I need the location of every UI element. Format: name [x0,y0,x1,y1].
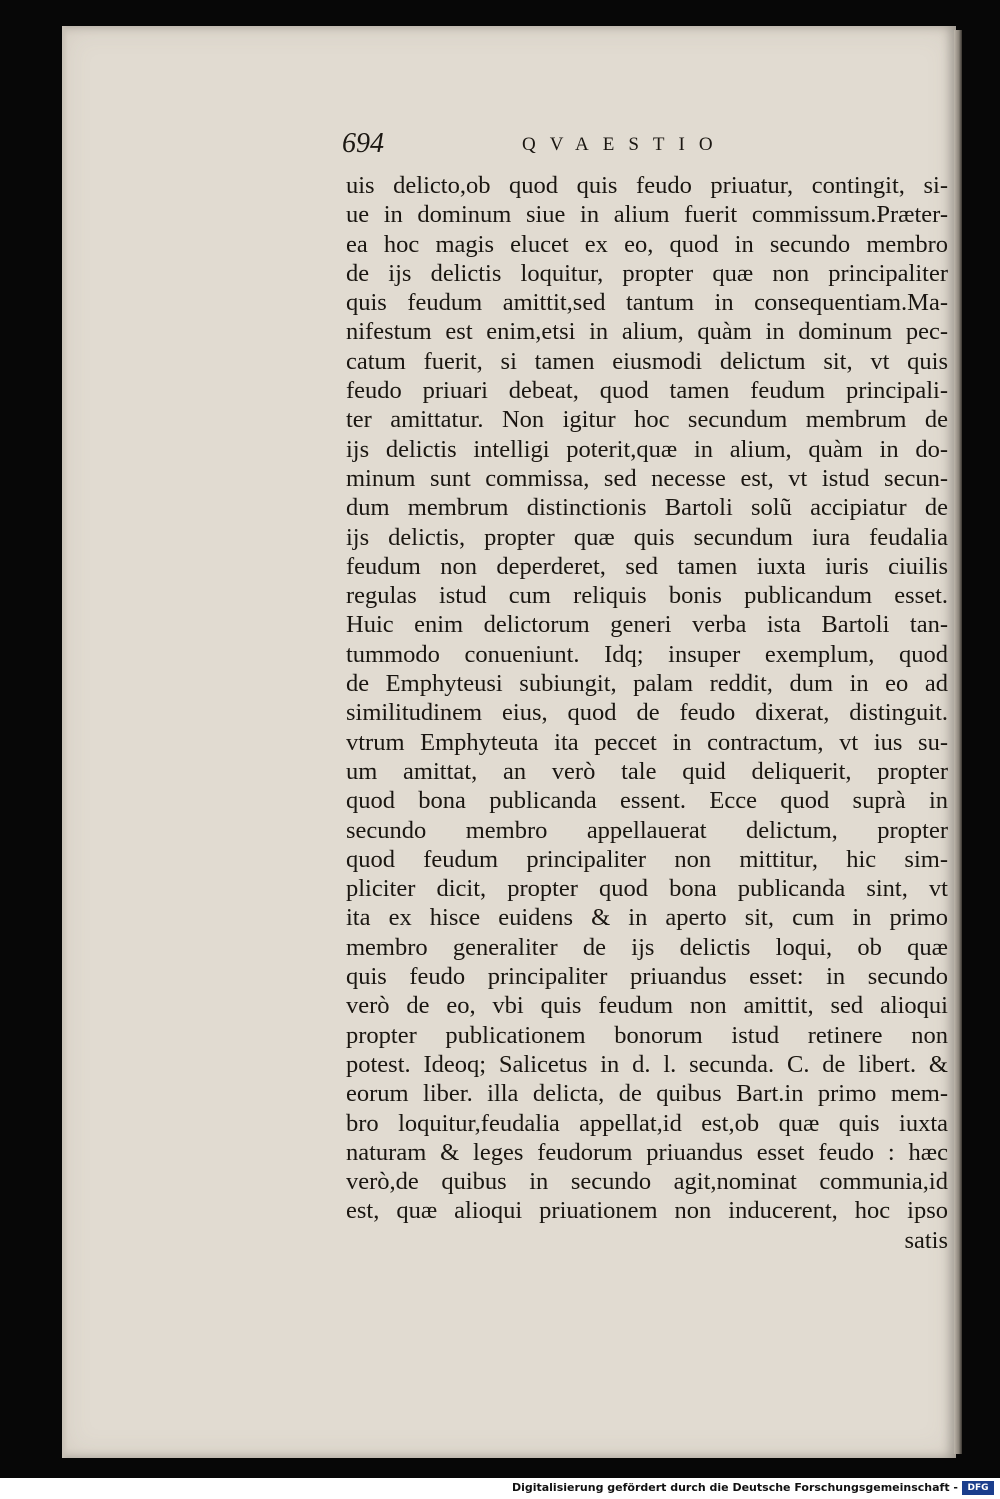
text-line: ue in dominum siue in alium fuerit commissum.Præter- [346,201,948,229]
text-line: quod bona publicanda essent. Ecce quod suprà in [346,787,948,815]
page-number: 694 [342,128,384,159]
page-edge [954,30,962,1454]
text-line: naturam & leges feudorum priuandus esset feudo : hæc [346,1138,948,1166]
page-gutter-shadow [62,26,68,1458]
text-line: feudo priuari debeat, quod tamen feudum principali- [346,377,948,405]
text-line: ijs delictis intelligi poterit,quæ in alium, quàm in do- [346,435,948,463]
text-line: ita ex hisce euidens & in aperto sit, cum in primo [346,904,948,932]
text-line: de Emphyteusi subiungit, palam reddit, dum in eo ad [346,670,948,698]
text-line: uis delicto,ob quod quis feudo priuatur, contingit, si- [346,172,948,199]
catchword: satis [904,1226,948,1254]
text-line: quis feudo principaliter priuandus esset: in secundo [346,963,948,991]
running-title: QVAESTIO [522,134,727,155]
footer-bar [0,1478,1000,1499]
text-line: minum sunt commissa, sed necesse est, vt istud secun- [346,464,948,492]
text-line: de ijs delictis loquitur, propter quæ non principaliter [346,259,948,287]
text-line: secundo membro appellauerat delictum, propter [346,816,948,844]
text-line: feudum non deperderet, sed tamen iuxta iuris ciuilis [346,552,948,580]
text-line: quis feudum amittit,sed tantum in consequentiam.Ma- [346,289,948,317]
text-line: pliciter dicit, propter quod bona publicanda sint, vt [346,875,948,903]
text-line: tummodo conueniunt. Idq; insuper exemplum, quod [346,640,948,668]
dfg-logo-icon: DFG [962,1481,994,1495]
text-line: um amittat, an verò tale quid deliquerit, propter [346,757,948,785]
text-line: catum fuerit, si tamen eiusmodi delictum sit, vt quis [346,347,948,375]
text-line: eorum liber. illa delicta, de quibus Bart.in primo mem- [346,1080,948,1108]
text-line: bro loquitur,feudalia appellat,id est,ob quæ quis iuxta [346,1109,948,1137]
text-line: regulas istud cum reliquis bonis publicandum esset. [346,582,948,610]
text-line: nifestum est enim,etsi in alium, quàm in dominum pec- [346,318,948,346]
text-line: quod feudum principaliter non mittitur, hic sim- [346,845,948,873]
text-line: potest. Ideoq; Salicetus in d. l. secunda. C. de libert. & [346,1050,948,1078]
text-line: verò,de quibus in secundo agit,nominat communia,id [346,1168,948,1196]
text-line: est, quæ alioqui priuationem non inducerent, hoc ipso [346,1197,948,1225]
text-line: Huic enim delictorum generi verba ista Bartoli tan- [346,611,948,639]
text-line: ter amittatur. Non igitur hoc secundum membrum de [346,406,948,434]
funding-credit: Digitalisierung gefördert durch die Deutsche Forschungsgemeinschaft - [511,1481,958,1494]
text-line: propter publicationem bonorum istud retinere non [346,1021,948,1049]
text-line: ijs delictis, propter quæ quis secundum iura feudalia [346,523,948,551]
text-line: membro generaliter de ijs delictis loqui, ob quæ [346,933,948,961]
body-text [346,171,948,1255]
text-line: similitudinem eius, quod de feudo dixerat, distinguit. [346,699,948,727]
text-line: vtrum Emphyteuta ita peccet in contractum, vt ius su- [346,728,948,756]
page-header [342,128,942,164]
text-line: ea hoc magis elucet ex eo, quod in secundo membro [346,230,948,258]
text-line: dum membrum distinctionis Bartoli solũ accipiatur de [346,494,948,522]
text-line: verò de eo, vbi quis feudum non amittit, sed alioqui [346,992,948,1020]
